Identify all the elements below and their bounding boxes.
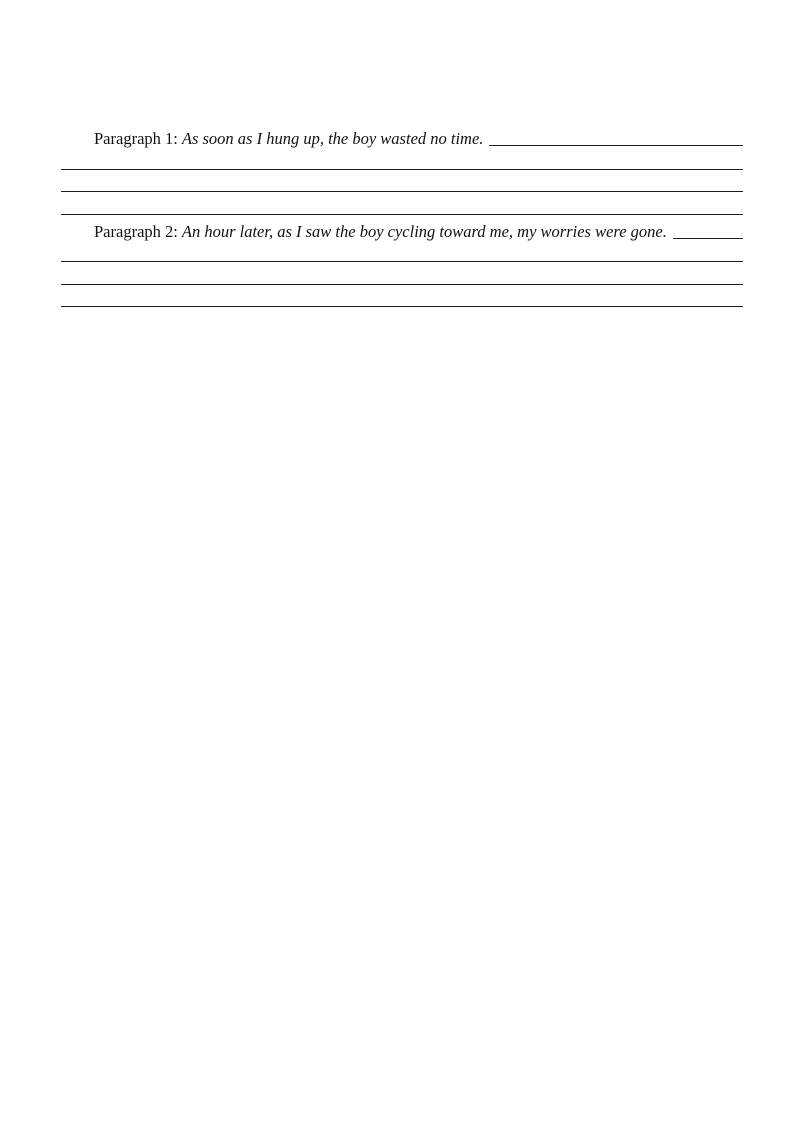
paragraph-2-label: Paragraph 2: [94, 222, 178, 241]
paragraph-1-writing-line[interactable] [61, 169, 743, 170]
paragraph-1-answer-blank[interactable] [489, 131, 743, 146]
paragraph-2-answer-blank[interactable] [673, 224, 743, 239]
paragraph-2-prompt: An hour later, as I saw the boy cycling toward me, my worries were gone. [181, 222, 667, 241]
paragraph-2-writing-line[interactable] [61, 284, 743, 285]
paragraph-2-writing-line[interactable] [61, 261, 743, 262]
paragraph-2-line [94, 222, 743, 242]
paragraph-2-writing-line[interactable] [61, 306, 743, 307]
paragraph-1-label: Paragraph 1: [94, 129, 178, 148]
paragraph-1-writing-line[interactable] [61, 191, 743, 192]
paragraph-1-writing-line[interactable] [61, 214, 743, 215]
paragraph-1-prompt: As soon as I hung up, the boy wasted no time. [181, 129, 484, 148]
paragraph-1-line [94, 129, 743, 149]
